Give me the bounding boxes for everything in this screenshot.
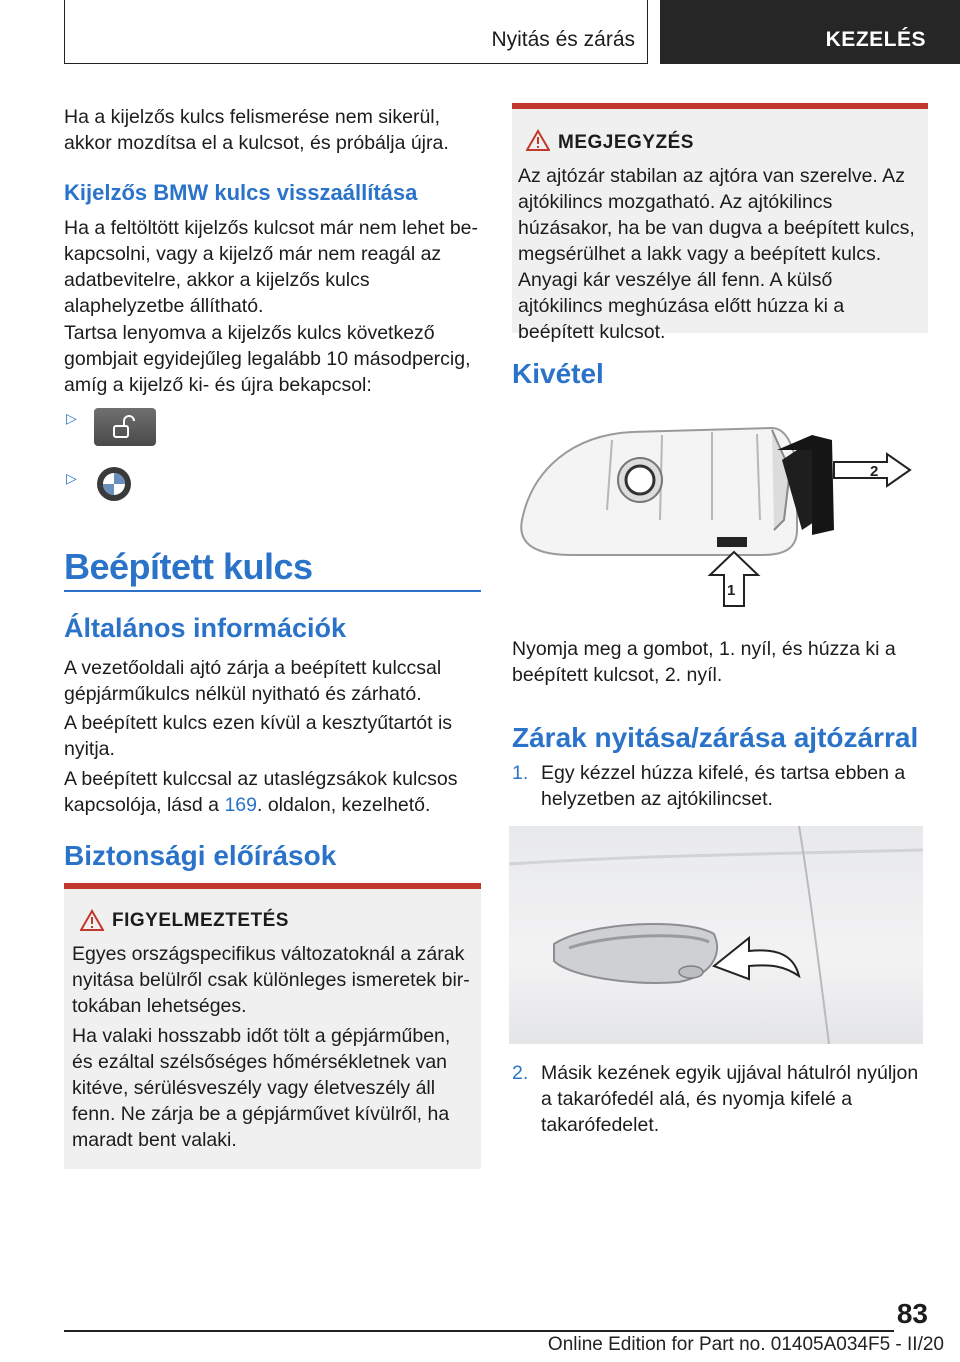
page-number: 83	[896, 1298, 928, 1329]
general-paragraph-1: A vezetőoldali ajtó zárja a beépített kulccsal gépjárműkulcs nélkül nyitható és zárható.	[64, 657, 442, 705]
warning-box	[64, 883, 481, 1169]
general-paragraph-2: A beépített kulcs ezen kívül a kesztyűtartót is nyitja.	[64, 712, 453, 760]
intro-paragraph: Ha a kijelzős kulcs felismerése nem sikerül, akkor mozdítsa el a kulcsot, és próbálja újra.	[64, 106, 449, 154]
warning-title: FIGYELMEZTETÉS	[112, 910, 289, 931]
note-box	[512, 103, 928, 343]
step-text: Másik kezének egyik ujjával hátulról nyúljon a takarófedél alá, és nyomja kifelé a takarófedelet.	[541, 1062, 919, 1136]
note-title: MEGJEGYZÉS	[558, 132, 694, 153]
bullet-marker: ▷	[66, 410, 77, 426]
note-paragraph: Az ajtózár stabilan az ajtóra van szerelve. Az ajtókilincs mozgatható. Az ajtókilincs húzásakor, ha be van dugva a beépített kulcs, megsérülhet a lakk vagy a beépített kulcs. Anyagi kár veszélye áll fenn. A külső ajtókilincs meghúzása előtt húzza ki a beépített kulcsot.	[518, 165, 915, 343]
warning-icon	[80, 909, 104, 936]
header-section-title: Nyitás és zárás	[491, 28, 635, 51]
step-number: 2.	[512, 1062, 529, 1084]
footer-edition: Online Edition for Part no. 01405A034F5 - II/20	[547, 1334, 944, 1355]
safety-heading: Biztonsági előírások	[64, 840, 337, 871]
arrow-label-2: 2	[870, 463, 879, 480]
heading-underline	[64, 590, 481, 592]
unlock-icon	[94, 408, 156, 446]
removal-heading: Kivétel	[512, 358, 604, 389]
caution-icon	[526, 129, 550, 156]
reset-heading: Kijelzős BMW kulcs visszaállítása	[64, 180, 418, 205]
door-locks-heading: Zárak nyitása/zárása ajtózárral	[512, 722, 919, 753]
door-handle-photo	[509, 826, 923, 1044]
general-paragraph-3: A beépített kulccsal az utaslégzsákok kulcsos kapcsolója, lásd a 169. oldalon, kezelhető.	[64, 768, 458, 816]
header-section-tab	[64, 0, 648, 64]
warning-paragraph-2: Ha valaki hosszabb időt tölt a gépjárműben, és ezáltal szélsőséges hőmérsékletnek van kitéve, sérülésveszély vagy életveszély áll fenn. Ne zárja be a gépjárművet kívülről, ha maradt bent valaki.	[72, 1025, 451, 1151]
bmw-logo-icon	[96, 466, 132, 502]
header-chapter-tab	[660, 0, 960, 64]
warning-paragraph-1: Egyes országspecifikus változatoknál a zárak nyitása belülről csak különleges ismeretek birtokában lehetséges.	[72, 943, 470, 1017]
footer-rule	[64, 1330, 894, 1332]
header-chapter-title: KEZELÉS	[825, 28, 926, 51]
reset-paragraph-2: Tartsa lenyomva a kijelzős kulcs következő gombjait egyidejűleg legalább 10 másodpercig, amíg a kijelző ki- és újra bekapcsol:	[64, 322, 471, 396]
builtin-key-heading: Beépített kulcs	[64, 546, 313, 587]
page-reference-link[interactable]: 169	[224, 794, 257, 816]
reset-paragraph-1: Ha a feltöltött kijelzős kulcsot már nem lehet bekapcsolni, vagy a kijelző már nem reagál az adatbevitelre, akkor a kijelzős kulcs alaphelyzetbe állítható.	[64, 217, 479, 317]
removal-paragraph: Nyomja meg a gombot, 1. nyíl, és húzza ki a beépített kulcsot, 2. nyíl.	[512, 638, 896, 686]
step-number: 1.	[512, 762, 529, 784]
key-removal-illustration	[512, 410, 928, 610]
general-info-heading: Általános információk	[64, 613, 347, 643]
step-text: Egy kézzel húzza kifelé, és tartsa ebben a helyzetben az ajtókilincset.	[541, 762, 906, 810]
note-bar	[512, 103, 928, 109]
unlock-button-image	[94, 408, 156, 446]
warning-bar	[64, 883, 481, 889]
bmw-logo-button-image	[96, 466, 132, 502]
arrow-label-1: 1	[727, 582, 736, 599]
bullet-marker: ▷	[66, 470, 77, 486]
